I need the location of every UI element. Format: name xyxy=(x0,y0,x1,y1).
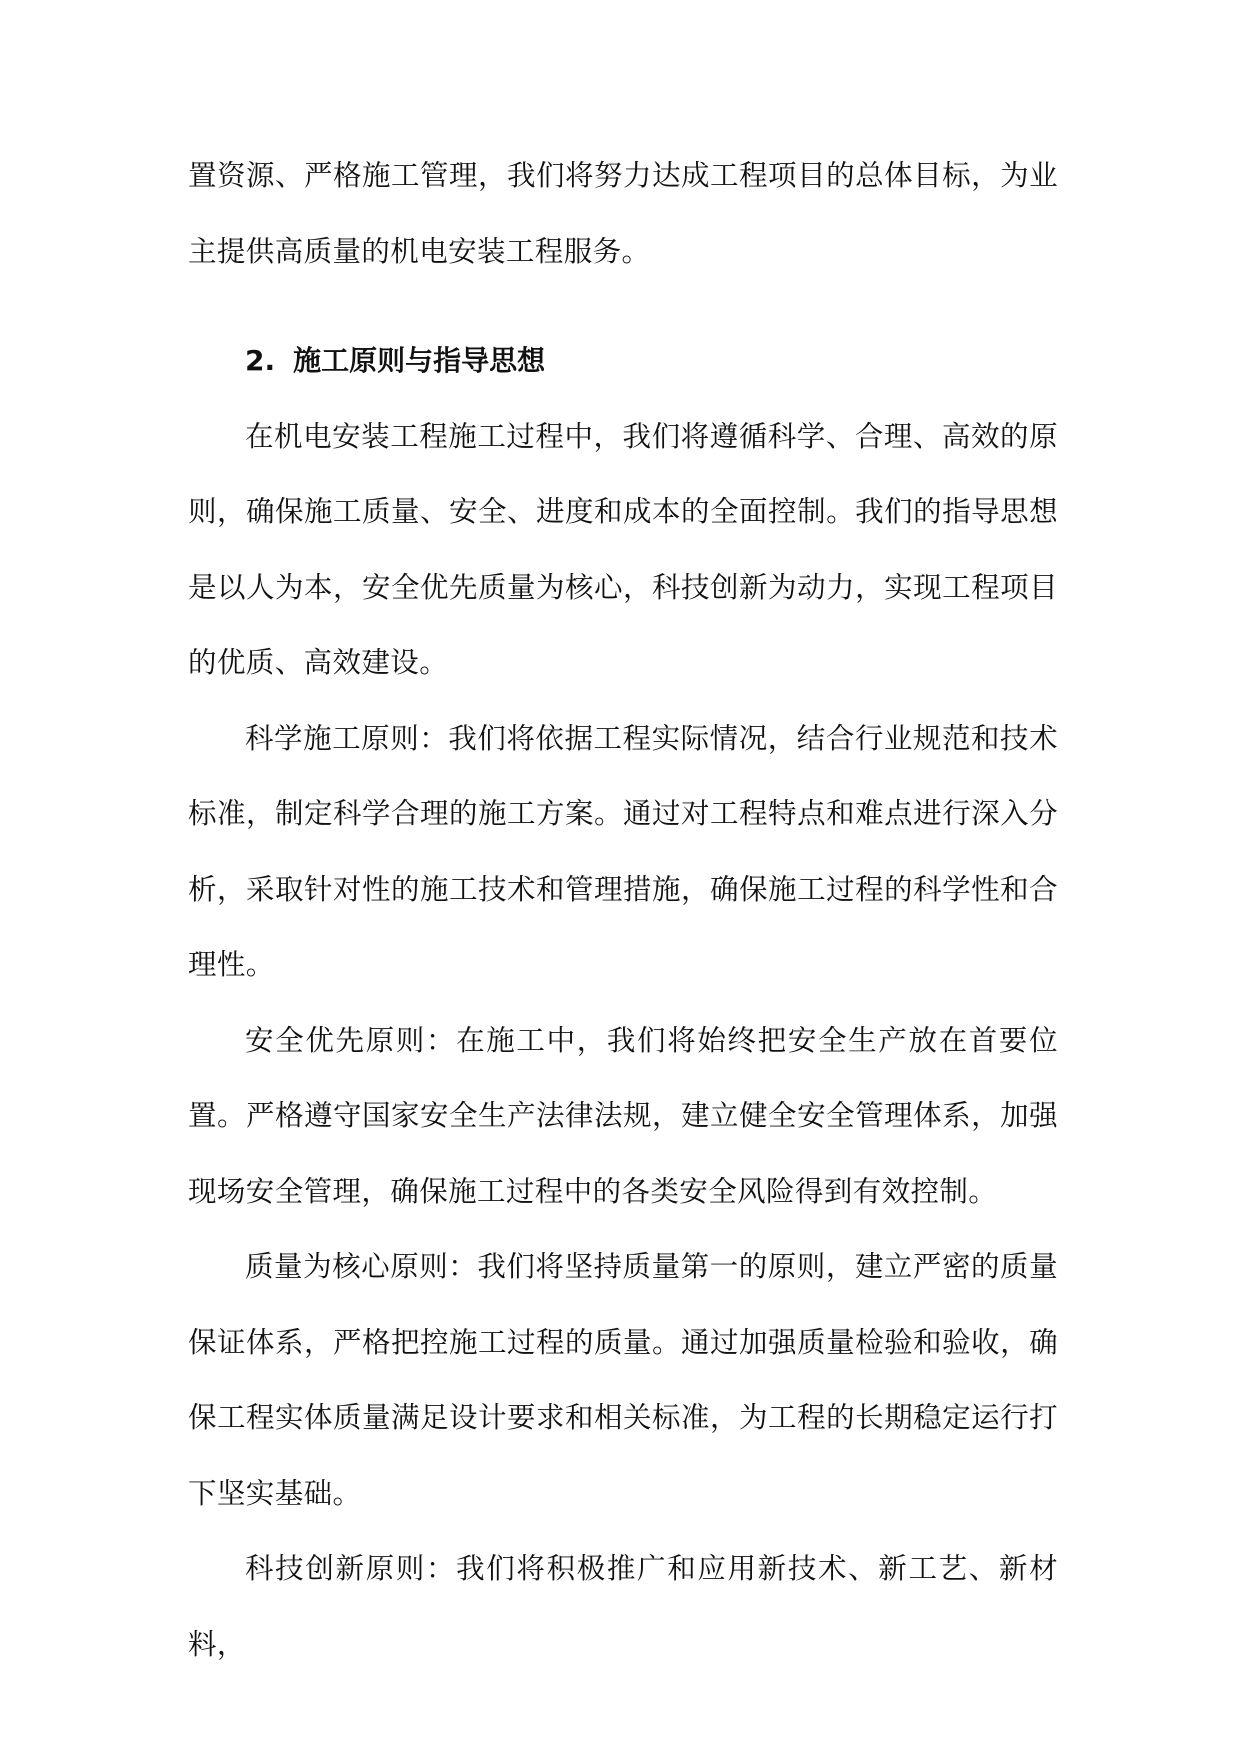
paragraph-intro: 在机电安装工程施工过程中，我们将遵循科学、合理、高效的原则，确保施工质量、安全、进度和成本的全面控制。我们的指导思想是以人为本，安全优先质量为核心，科技创新为动力，实现工程项目的优质、高效建设。 xyxy=(188,419,1058,679)
paragraph-innovation-principle: 科技创新原则：我们将积极推广和应用新技术、新工艺、新材料， xyxy=(188,1552,1058,1661)
paragraph-safety-principle: 安全优先原则：在施工中，我们将始终把安全生产放在首要位置。严格遵守国家安全生产法律法规，建立健全安全管理体系，加强现场安全管理，确保施工过程中的各类安全风险得到有效控制。 xyxy=(188,1023,1058,1208)
section-number: 2. xyxy=(245,344,276,377)
paragraph-quality-principle: 质量为核心原则：我们将坚持质量第一的原则，建立严密的质量保证体系，严格把控施工过程的质量。通过加强质量检验和验收，确保工程实体质量满足设计要求和相关标准，为工程的长期稳定运行打下坚实基础。 xyxy=(188,1250,1058,1510)
continuation-paragraph: 置资源、严格施工管理，我们将努力达成工程项目的总体目标，为业主提供高质量的机电安装工程服务。 xyxy=(188,159,1058,268)
section-heading xyxy=(188,323,1058,399)
paragraph-scientific-principle: 科学施工原则：我们将依据工程实际情况，结合行业规范和技术标准，制定科学合理的施工方案。通过对工程特点和难点进行深入分析，采取针对性的施工技术和管理措施，确保施工过程的科学性和合理性。 xyxy=(188,721,1058,981)
section-title: 施工原则与指导思想 xyxy=(293,344,546,377)
document-page xyxy=(188,138,1058,1682)
